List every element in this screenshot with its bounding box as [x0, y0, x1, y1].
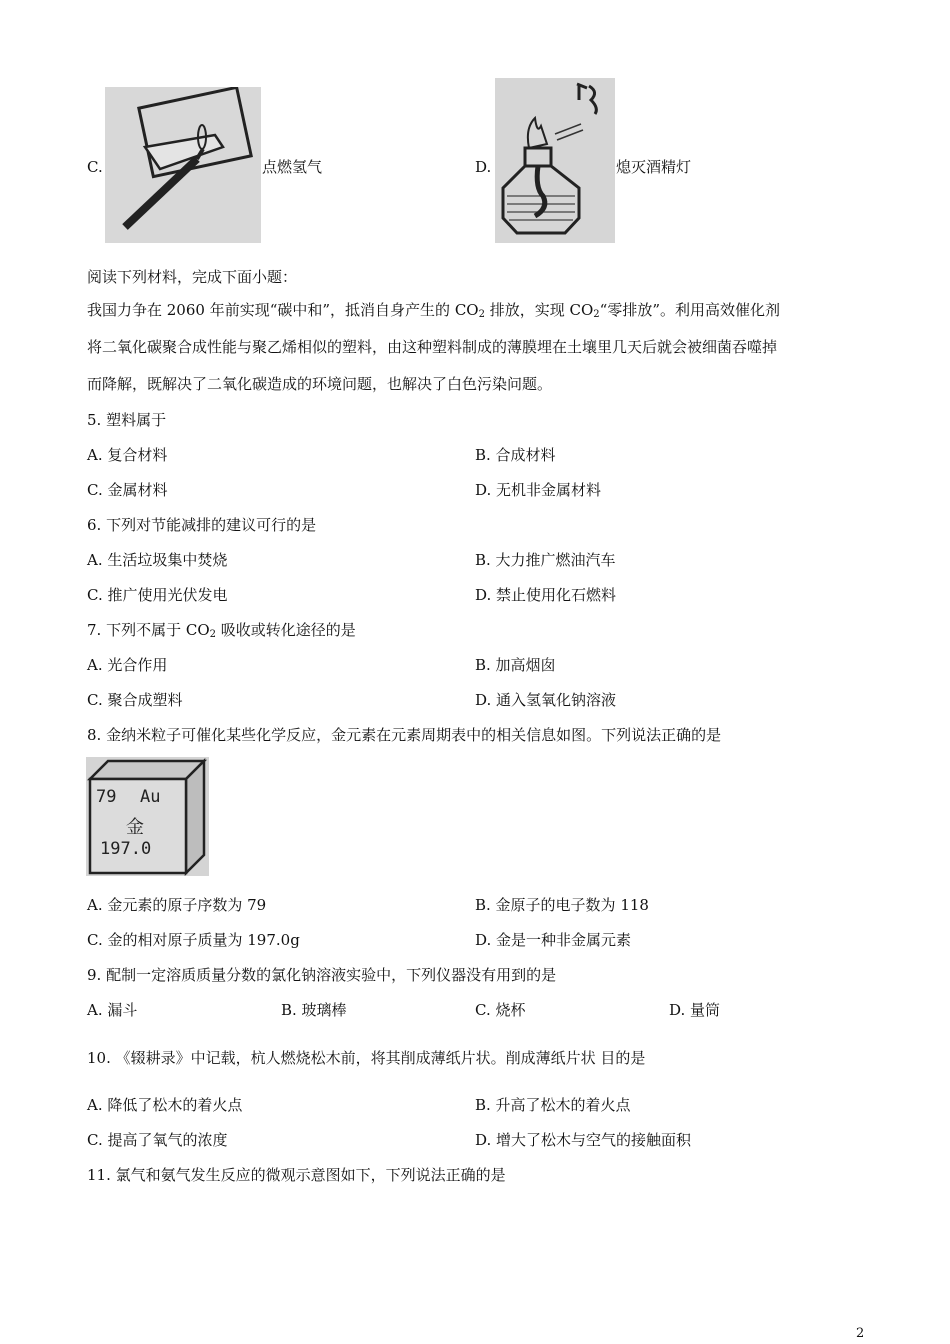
material-line-1: 我国力争在 2060 年前实现“碳中和”，抵消自身产生的 $CO_2$ 排放，实现 $CO_2“$零排放”。利用高效催化剂 [87, 301, 780, 320]
page-number: 2 [856, 1326, 865, 1341]
material-paragraph [87, 292, 867, 403]
option-c-text: 点燃氢气 [262, 158, 323, 176]
element-symbol: Au [140, 787, 161, 807]
q10-option-b: B. 升高了松木的着火点 [475, 1096, 631, 1114]
option-c-letter: C. [87, 158, 103, 176]
option-d-text: 熄灭酒精灯 [616, 158, 692, 176]
q5-option-a: A. 复合材料 [87, 446, 168, 464]
q5-option-b: B. 合成材料 [475, 446, 556, 464]
q5-option-c: C. 金属材料 [87, 481, 168, 499]
q5-stem: 5. 塑料属于 [87, 411, 167, 429]
q10-option-c: C. 提高了氧气的浓度 [87, 1131, 228, 1149]
material-line-2: 将二氧化碳聚合成性能与聚乙烯相似的塑料，由这种塑料制成的薄膜埋在土壤里几天后就会被细菌吞噬掉 [87, 338, 778, 356]
material-intro: 阅读下列材料，完成下面小题： [87, 268, 298, 286]
q9-stem: 9. 配制一定溶质质量分数的氯化钠溶液实验中，下列仪器没有用到的是 [87, 966, 557, 984]
q8-option-a: A. 金元素的原子序数为 79 [87, 896, 267, 914]
q6-option-c: C. 推广使用光伏发电 [87, 586, 228, 604]
q8-option-c: C. 金的相对原子质量为 197.0g [87, 931, 300, 949]
q6-option-d: D. 禁止使用化石燃料 [475, 586, 617, 604]
q8-stem: 8. 金纳米粒子可催化某些化学反应，金元素在元素周期表中的相关信息如图。下列说法正确的是 [87, 726, 722, 744]
option-d-letter: D. [475, 158, 492, 176]
q8-option-b: B. 金原子的电子数为 118 [475, 896, 649, 914]
q8-option-d: D. 金是一种非金属元素 [475, 931, 632, 949]
material-line-3: 而降解，既解决了二氧化碳造成的环境问题，也解决了白色污染问题。 [87, 375, 553, 393]
q7-option-c: C. 聚合成塑料 [87, 691, 183, 709]
q7-option-a: A. 光合作用 [87, 656, 168, 674]
q6-option-a: A. 生活垃圾集中焚烧 [87, 551, 228, 569]
igniting-hydrogen-image [105, 87, 261, 243]
extinguishing-alcohol-lamp-image [495, 78, 615, 243]
q10-option-a: A. 降低了松木的着火点 [87, 1096, 243, 1114]
q9-option-d: D. 量筒 [669, 1001, 721, 1019]
q7-option-d: D. 通入氢氧化钠溶液 [475, 691, 617, 709]
q7-option-b: B. 加高烟囱 [475, 656, 556, 674]
element-number: 79 [96, 787, 117, 807]
q5-option-d: D. 无机非金属材料 [475, 481, 602, 499]
q9-option-b: B. 玻璃棒 [281, 1001, 347, 1019]
element-mass: 197.0 [100, 839, 152, 859]
q6-stem: 6. 下列对节能减排的建议可行的是 [87, 516, 317, 534]
q10-stem: 10. 《辍耕录》中记载，杭人燃烧松木前，将其削成薄纸片状。削成薄纸片状 目的是 [87, 1049, 646, 1067]
q6-option-b: B. 大力推广燃油汽车 [475, 551, 616, 569]
q9-option-c: C. 烧杯 [475, 1001, 526, 1019]
q9-option-a: A. 漏斗 [87, 1001, 138, 1019]
gold-element-cell-image [86, 757, 209, 876]
q7-stem: 7. 下列不属于 $CO_2$ 吸收或转化途径的是 [87, 621, 356, 640]
q11-stem: 11. 氯气和氨气发生反应的微观示意图如下，下列说法正确的是 [87, 1166, 506, 1184]
element-name: 金 [126, 817, 144, 838]
q10-option-d: D. 增大了松木与空气的接触面积 [475, 1131, 692, 1149]
